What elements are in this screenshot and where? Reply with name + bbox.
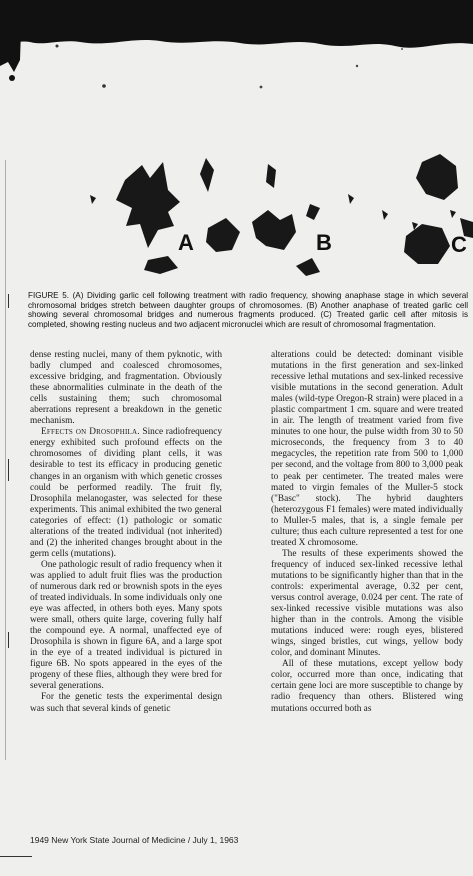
panel-label-a: A <box>178 230 194 255</box>
paragraph: For the genetic tests the experimental design was such that several kinds of genetic <box>30 692 222 714</box>
panel-label-b: B <box>316 230 332 255</box>
paragraph <box>30 427 222 560</box>
paragraph: dense resting nuclei, many of them pyknotic, with badly clumped and coalesced chromosomes, excessive bridging, and fragmentation. Obviously these abnormalities culminate in the death of the cells sustaining them; such chromosomal aberrations represent a breakdown in the genetic mechanism. <box>30 350 222 427</box>
left-column <box>30 350 222 715</box>
paragraph: alterations could be detected: dominant visible mutations in the first generation and sex-linked recessive lethal mutations and sex-linked recessive visible mutations in the second generation. Adult males (wild-type Oregon-R strain) were placed in a plastic compartment 1 cm. square and were treated in air. The length of treatment varied from five minutes to one hour, the pulse width from 30 to 50 microseconds, the frequency from 3 to 40 megacycles, the repetition rate from 500 to 1,000 per second, and the voltage from 800 to 3,000 peak to peak per centimeter. The treated males were mated to virgin females of the Muller-5 stock ("Basc" stock). The hybrid daughters (heterozygous F1 females) were mated individually to Muller-5 males, that is, a single female per culture; thus each culture represented a test for one treated X chromosome. <box>271 350 463 548</box>
paragraph-text: Since radiofrequency energy exhibited such profound effects on the chromosomes of dividing plant cells, it was desirable to test its efficacy in producing genetic changes in an organism with which genetic crosses could be performed readily. The fruit fly, Drosophila melanogaster, was selected for these experiments. This animal exhibited the two general categories of effect: (1) pathologic or somatic alterations of the treated individual (not inherited) and (2) the inherited changes brought about in the germ cells (mutations). <box>30 427 222 559</box>
panel-b-cell <box>252 164 388 276</box>
paragraph: The results of these experiments showed the frequency of induced sex-linked recessive lethal mutations to be significantly higher than that in the controls: experimental average, 0.32 per cent, versus control average, 0.024 per cent. The rate of sex-linked recessive visible mutations was also higher than in the controls. Among the visible mutations induced were: rough eyes, blistered wings, singed bristles, cut wings, yellow body color, and dominant Minutes. <box>271 548 463 659</box>
paragraph: One pathologic result of radio frequency when it was applied to adult fruit flies was the production of numerous dark red or brownish spots in the eyes of treated individuals. In some individuals only one eye was affected, in others both eyes. Many spots were small, others quite large, covering fully half the compound eye. A normal, unaffected eye of Drosophila is shown in figure 6A, and a large spot in the eye of a treated individual is pictured in figure 6B. No spots appeared in the eyes of the progeny of these flies, although they were bred for several generations. <box>30 559 222 692</box>
margin-mark <box>0 856 32 857</box>
margin-mark <box>5 160 6 760</box>
figure-caption: FIGURE 5. (A) Dividing garlic cell following treatment with radio frequency, showing anaphase stage in which several chromosomal bridges stretch between daughter groups of chromosomes. (B) Another anaphase of treated garlic cell showing several chromosomal bridges and numerous fragments produced. (C) Treated garlic cell after mitosis is completed, showing resting nucleus and two adjacent micronuclei which are result of chromosomal fragmentation. <box>28 291 468 329</box>
section-heading: Effects on Drosophila. <box>41 427 140 438</box>
panel-a-cell <box>90 158 240 274</box>
margin-mark <box>8 294 9 308</box>
right-column <box>271 350 463 715</box>
margin-mark <box>8 459 9 481</box>
page-footer: 1949 New York State Journal of Medicine / July 1, 1963 <box>30 835 239 845</box>
panel-label-c: C <box>451 232 467 257</box>
paragraph: All of these mutations, except yellow body color, occurred more than once, indicating that certain gene loci are more susceptible to change by radio frequency than others. Blistered wing mutations occurred both as <box>271 659 463 714</box>
scan-damage <box>0 0 473 100</box>
margin-mark <box>8 632 9 648</box>
garlic-cell-micrographs <box>30 140 473 280</box>
